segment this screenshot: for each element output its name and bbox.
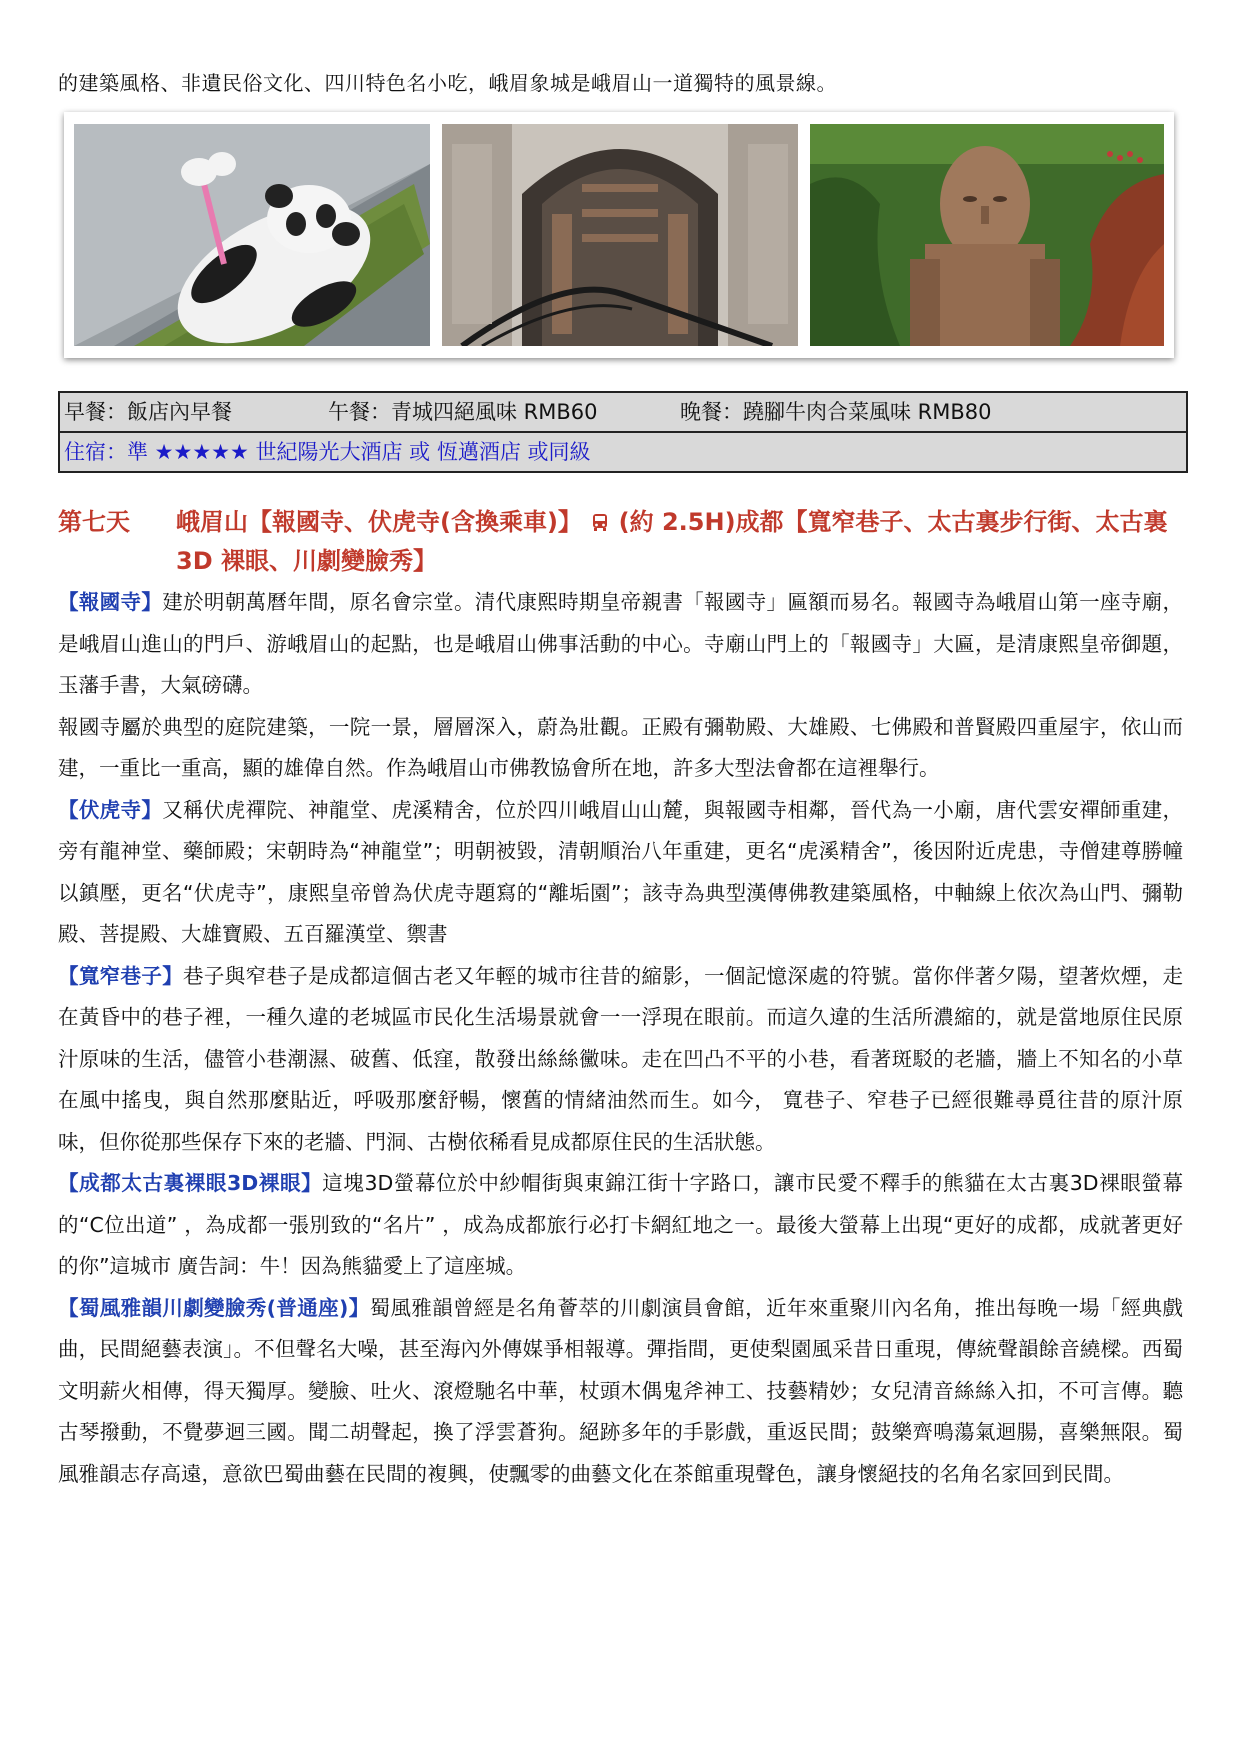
lunch: 午餐：青城四絕風味 RMB60	[328, 400, 598, 424]
section-text: 報國寺屬於典型的庭院建築，一院一景，層層深入，蔚為壯觀。正殿有彌勒殿、大雄殿、七佛殿和普賢殿四重屋宇，依山而建，一重比一重高，顯的雄偉自然。作為峨眉山市佛教協會所在地，許多大型法會都在這裡舉行。	[58, 714, 1183, 780]
dinner: 晚餐：蹺腳牛肉合菜風味 RMB80	[680, 400, 992, 424]
section-text: 建於明朝萬曆年間，原名會宗堂。清代康熙時期皇帝親書「報國寺」匾額而易名。報國寺為峨眉山第一座寺廟，是峨眉山進山的門戶、游峨眉山的起點，也是峨眉山佛事活動的中心。寺廟山門上的「報國寺」大匾，是清康熙皇帝御題，玉藩手書，大氣磅礴。	[58, 590, 1184, 697]
section-tag: 【成都太古裏裸眼3D裸眼】	[58, 1171, 323, 1195]
section-text: 又稱伏虎禪院、神龍堂、虎溪精舍，位於四川峨眉山山麓，與報國寺相鄰，晉代為一小廟，唐代雲安禪師重建，旁有龍神堂、藥師殿；宋朝時為“神龍堂”；明朝被毀，清朝順治八年重建，更名“虎溪精舍”，後因附近虎患，寺僧建尊勝幢以鎮壓，更名“伏虎寺”，康熙皇帝曾為伏虎寺題寫的“離垢園”；該寺為典型漢傳佛教建築風格，中軸線上依次為山門、彌勒殿、菩提殿、大雄寶殿、五百羅漢堂、禦書	[58, 797, 1184, 946]
section-kuanzhai	[58, 956, 1183, 1164]
day-description	[58, 582, 1183, 1495]
hotel-row: 住宿：準 ★★★★★ 世紀陽光大酒店 或 恆邁酒店 或同級	[60, 433, 1186, 471]
section-baoguo	[58, 582, 1183, 707]
section-text: 巷子與窄巷子是成都這個古老又年輕的城市往昔的縮影，一個記憶深處的符號。當你伴著夕陽，望著炊煙，走在黃昏中的巷子裡，一種久違的老城區市民化生活場景就會一一浮現在眼前。而這久違的生活所濃縮的，就是當地原住民原汁原味的生活，儘管小巷潮濕、破舊、低窪，散發出絲絲黴味。走在凹凸不平的小巷，看著斑駁的老牆，牆上不知名的小草在風中搖曳，與自然那麼貼近，呼吸那麼舒暢，懷舊的情緒油然而生。如今， 寬巷子、窄巷子已經很難尋覓往昔的原汁原味，但你從那些保存下來的老牆、門洞、古樹依稀看見成都原住民的生活狀態。	[58, 963, 1184, 1154]
section-face-changing	[58, 1288, 1183, 1496]
section-tag: 【伏虎寺】	[58, 797, 163, 822]
leshan-buddha-photo	[810, 124, 1164, 346]
section-fuhu	[58, 790, 1183, 956]
section-text: 蜀風雅韻曾經是名角薈萃的川劇演員會館，近年來重聚川內名角，推出每晚一場「經典戲曲，民間絕藝表演」。不但聲名大噪，甚至海內外傳媒爭相報導。彈指間，更使梨園風采昔日重現，傳統聲韻餘音繞樑。西蜀文明薪火相傳，得天獨厚。變臉、吐火、滾燈馳名中華，杖頭木偶鬼斧神工、技藝精妙；女兒清音絲絲入扣，不可言傳。聽古琴撥動，不覺夢迴三國。聞二胡聲起，換了浮雲蒼狗。絕跡多年的手影戲，重返民間；鼓樂齊鳴蕩氣迴腸，喜樂無限。蜀風雅韻志存高遠，意欲巴蜀曲藝在民間的複興，使飄零的曲藝文化在茶館重現聲色，讓身懷絕技的名角名家回到民間。	[58, 1295, 1183, 1486]
meals-row	[60, 393, 1186, 433]
section-tag: 【蜀風雅韻川劇變臉秀(普通座)】	[58, 1295, 370, 1320]
bookstore-photo	[442, 124, 798, 346]
day-title	[176, 503, 1186, 580]
breakfast: 早餐：飯店內早餐	[64, 400, 232, 424]
section-text: 這塊3D螢幕位於中紗帽街與東錦江街十字路口，讓市民愛不釋手的熊貓在太古裏3D裸眼螢幕的“C位出道” ，為成都一張別致的“名片” ，成為成都旅行必打卡網紅地之一。最後大螢幕上出現“更好的成都，成就著更好的你”這城市 廣告詞：牛！因為熊貓愛上了這座城。	[58, 1171, 1184, 1278]
photo-strip	[64, 112, 1174, 358]
day-label: 第七天	[58, 508, 130, 536]
section-baoguo-2	[58, 707, 1183, 790]
intro-line: 的建築風格、非遺民俗文化、四川特色名小吃，峨眉象城是峨眉山一道獨特的風景線。	[58, 71, 837, 95]
section-tag: 【報國寺】	[58, 590, 163, 614]
day-title-part2: (約 2.5H)成都【寬窄巷子、太古裏步行街、太古裏 3D 裸眼、川劇變臉秀】	[176, 508, 1168, 575]
day-title-part1: 峨眉山【報國寺、伏虎寺(含換乘車)】	[176, 508, 582, 536]
bus-icon	[590, 504, 610, 542]
panda-sculpture-photo	[74, 124, 430, 346]
section-taikoo-3d	[58, 1163, 1183, 1288]
section-tag: 【寬窄巷子】	[58, 963, 184, 988]
meals-box	[58, 391, 1188, 473]
